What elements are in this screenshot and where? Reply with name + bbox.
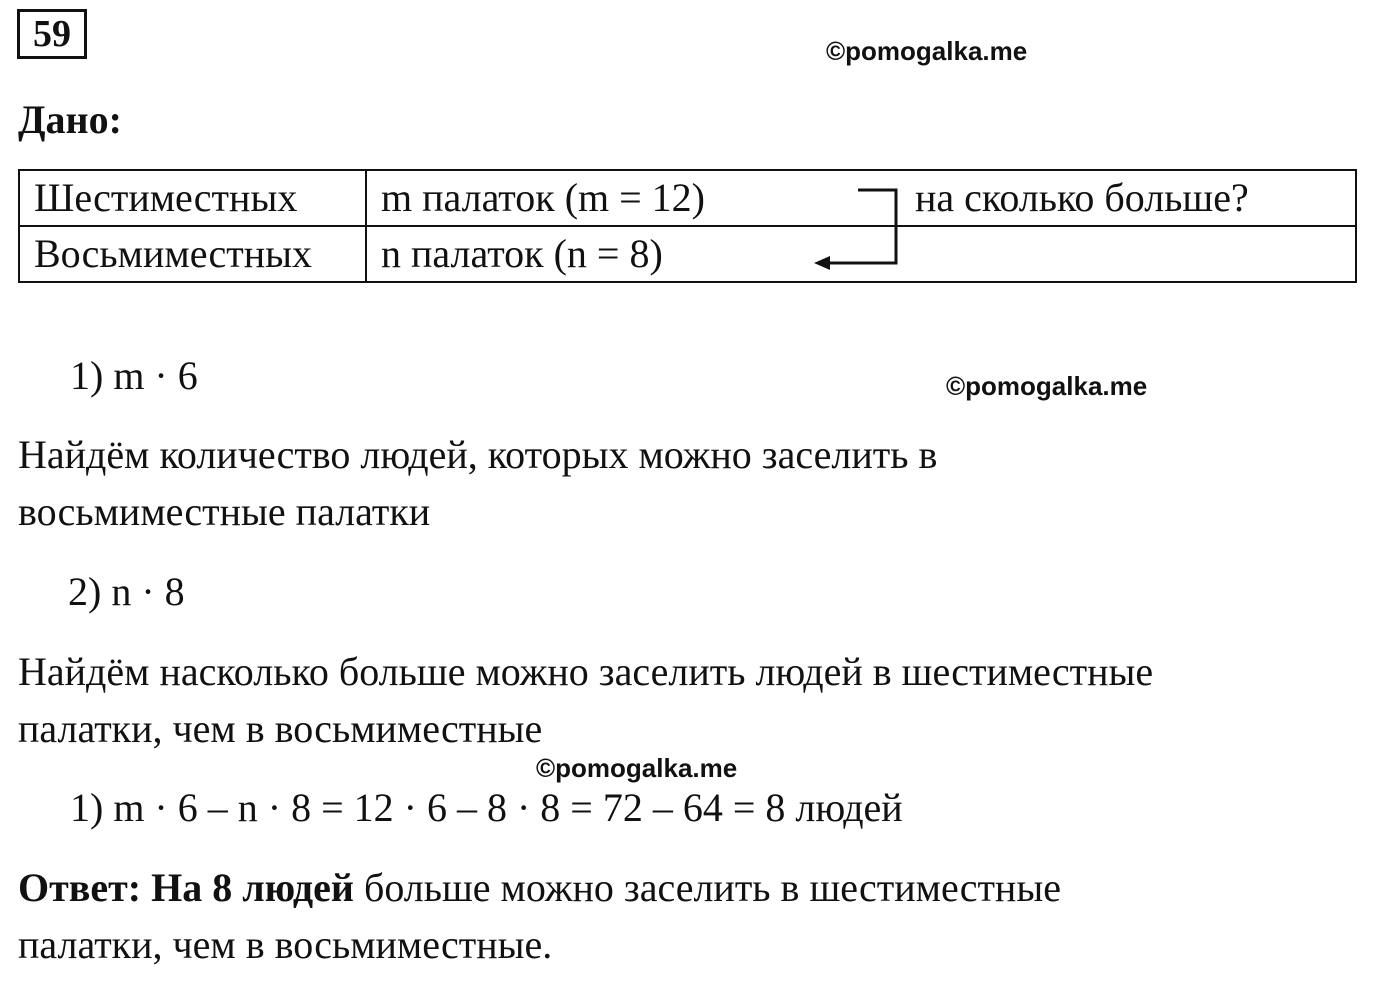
- tent-type-cell: Шестиместных: [19, 170, 366, 226]
- tent-count-cell: n палаток (n = 8): [366, 226, 901, 282]
- table-row: [19, 170, 1356, 226]
- watermark: ©pomogalka.me: [826, 36, 1028, 66]
- explanation-text: палатки, чем в восьмиместные: [18, 706, 543, 751]
- question-cell: на сколько больше?: [901, 170, 1356, 226]
- solution-step-2: 2) n · 8: [68, 569, 185, 614]
- table-row: [19, 226, 1356, 282]
- answer-line-2: палатки, чем в восьмиместные.: [18, 922, 553, 967]
- answer-text: больше можно заселить в шестиместные: [353, 865, 1061, 910]
- explanation-text: Найдём насколько больше можно заселить людей в шестиместные: [18, 649, 1154, 694]
- answer-line-1: [18, 865, 1061, 910]
- tent-type-cell: Восьмиместных: [19, 226, 366, 282]
- watermark: ©pomogalka.me: [536, 753, 738, 783]
- explanation-text: Найдём количество людей, которых можно заселить в: [18, 432, 938, 477]
- solution-step-1: 1) m · 6: [70, 353, 198, 398]
- given-table: [18, 169, 1357, 283]
- tent-count-cell: m палаток (m = 12): [366, 170, 901, 226]
- given-table-wrapper: [18, 169, 1357, 278]
- explanation-text: восьмиместные палатки: [18, 489, 431, 534]
- answer-label: Ответ: На 8 людей: [18, 865, 354, 910]
- solution-step-3: 1) m · 6 – n · 8 = 12 · 6 – 8 · 8 = 72 – 64 = 8 людей: [70, 785, 903, 830]
- task-number: 59: [17, 9, 87, 59]
- given-heading: Дано:: [18, 97, 122, 142]
- question-cell: [901, 226, 1356, 282]
- watermark: ©pomogalka.me: [946, 371, 1148, 401]
- comparison-arrow-icon: [800, 180, 910, 280]
